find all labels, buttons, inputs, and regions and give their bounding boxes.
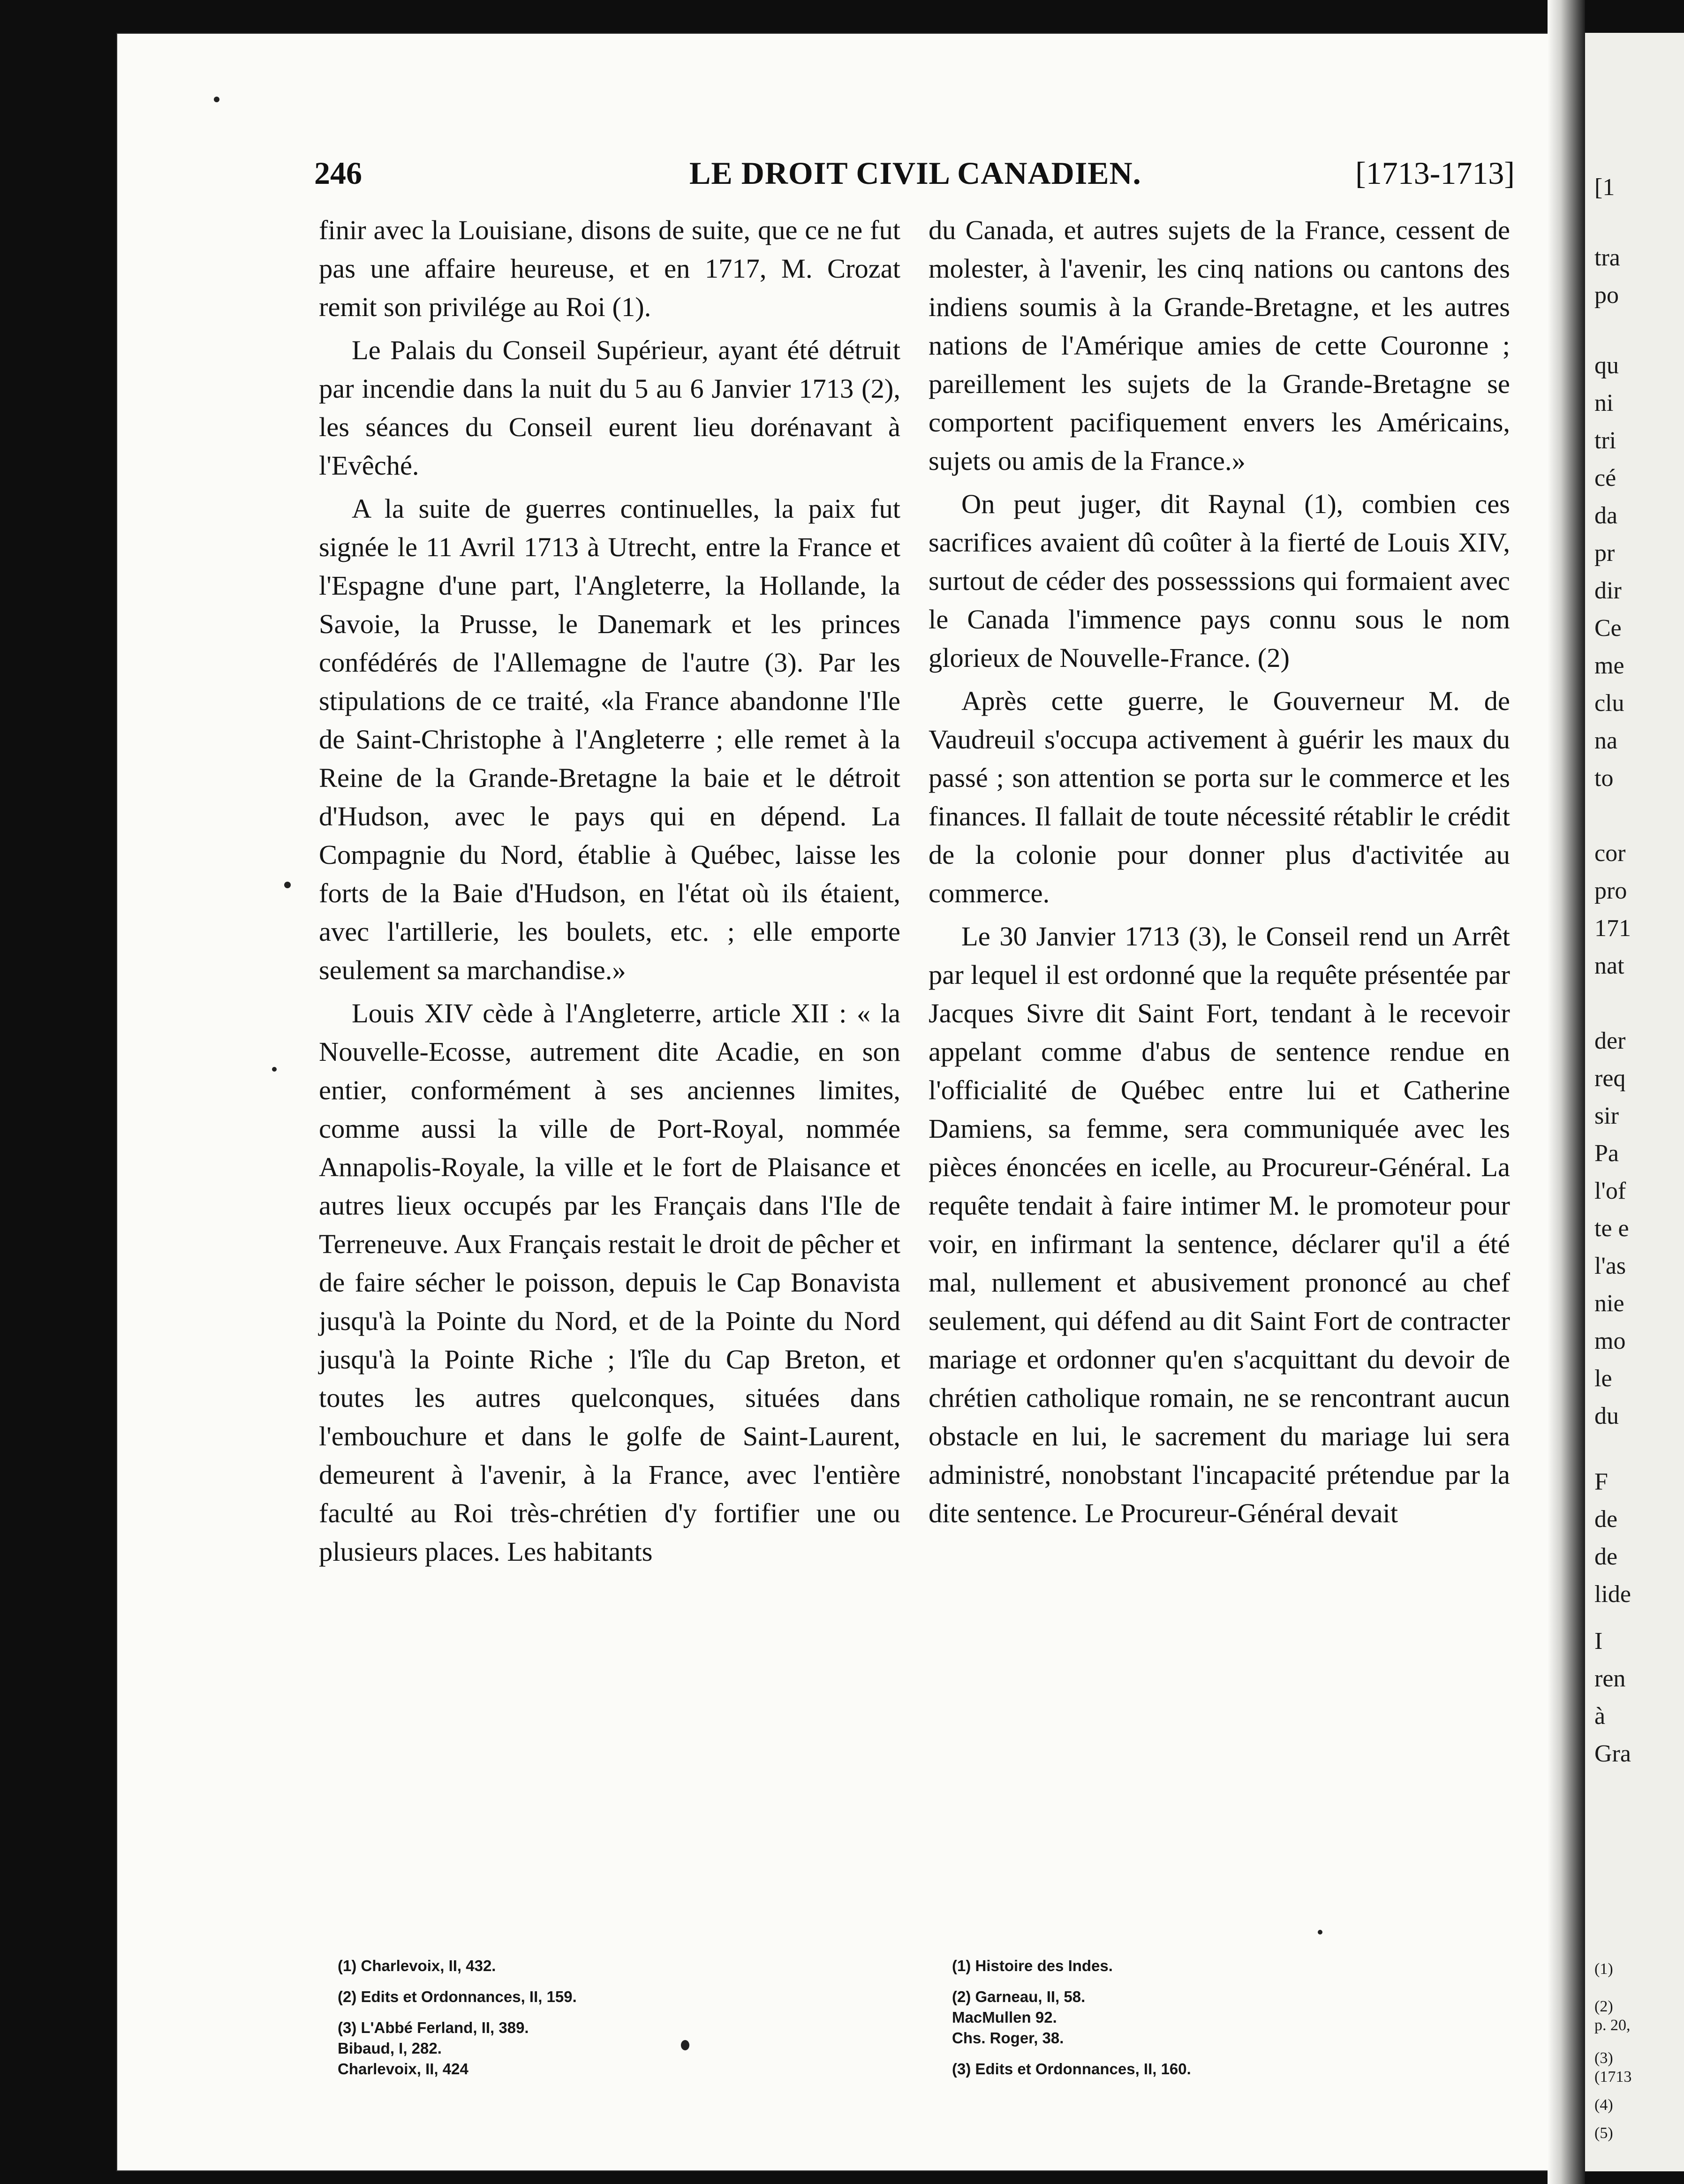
next-page-line: l'as (1594, 1253, 1626, 1279)
paragraph: Le Palais du Conseil Supérieur, ayant été détruit par incendie dans la nuit du 5 au 6 Janvier 1713 (2), les séances du Conseil eurent lieu dorénavant à l'Evêché. (319, 335, 900, 481)
paragraph: A la suite de guerres continuelles, la paix fut signée le 11 Avril 1713 à Utrecht, entre la France et l'Espagne d'une part, l'Angleterre, la Hollande, la Savoie, la Prusse, le Danemark et les princes confédérés de l'Allemagne de l'autre (3). Par les stipulations de ce traité, «la France abandonne l'Ile de Saint-Christophe à l'Angleterre ; elle remet à la Reine de la Grande-Bretagne la baie et le détroit d'Hudson, avec le pays qui en dépend. La Compagnie du Nord, établie à Québec, laisse les forts de la Baie d'Hudson, en l'état où ils étaient, avec l'artillerie, les boulets, etc. ; elle emporte seulement sa marchandise.» (319, 493, 900, 985)
next-page-line: ni (1594, 390, 1614, 416)
footnote (952, 1987, 1515, 2048)
next-page-line: tra (1594, 244, 1620, 271)
footnote-line: MacMullen 92. (952, 2009, 1057, 2026)
next-page-line: der (1594, 1028, 1626, 1054)
footnote-line: Charlevoix, II, 424 (338, 2060, 468, 2078)
next-page-line: de (1594, 1506, 1618, 1533)
next-page-note: (2) (1594, 1998, 1613, 2015)
ink-speck (272, 1067, 277, 1072)
ink-speck (284, 882, 291, 888)
next-page-line: pr (1594, 540, 1615, 567)
next-page-fragment (1585, 33, 1684, 2171)
next-page-line: nat (1594, 952, 1624, 979)
next-page-line: da (1594, 502, 1618, 529)
left-footnotes (338, 1956, 900, 2090)
page-number: 246 (314, 155, 362, 191)
footnote (338, 1987, 900, 2007)
footnote-line: (1) Histoire des Indes. (952, 1957, 1113, 1974)
footnote-line: (3) Edits et Ordonnances, II, 160. (952, 2060, 1191, 2078)
book-gutter (1548, 0, 1585, 2184)
footnote-line: (3) L'Abbé Ferland, II, 389. (338, 2019, 529, 2036)
next-page-line: l'of (1594, 1178, 1626, 1204)
next-page-line: cor (1594, 840, 1626, 867)
next-page-line: du (1594, 1403, 1619, 1429)
paragraph: du Canada, et autres sujets de la France, cessent de molester, à l'avenir, les cinq nations ou cantons des indiens soumis à la Grande-Bretagne, et les autres nations de l'Amérique amies de cette Couronne ; pareillement les sujets de la Grande-Bretagne se comportent pacifiquement envers les Américains, sujets ou amis de la France.» (929, 215, 1510, 476)
next-page-line: dir (1594, 577, 1622, 604)
running-title: LE DROIT CIVIL CANADIEN. (689, 155, 1141, 191)
next-page-line: lide (1594, 1581, 1631, 1608)
next-page-line: to (1594, 765, 1614, 792)
paragraph: Après cette guerre, le Gouverneur M. de Vaudreuil s'occupa activement à guérir les maux du passé ; son attention se porta sur le commerce et les finances. Il fallait de toute nécessité rétablir le crédit de la colonie pour donner plus d'activitée au commerce. (929, 686, 1510, 908)
ink-speck (681, 2040, 689, 2050)
next-page-note: (4) (1594, 2096, 1613, 2114)
footnote-line: (2) Edits et Ordonnances, II, 159. (338, 1988, 577, 2005)
next-page-line: tri (1594, 427, 1616, 454)
next-page-line: req (1594, 1065, 1626, 1092)
footnote-line: Bibaud, I, 282. (338, 2040, 442, 2057)
ink-speck (214, 97, 219, 102)
next-page-line: sir (1594, 1103, 1619, 1129)
next-page-line: Gra (1594, 1740, 1631, 1767)
footnote-line: Chs. Roger, 38. (952, 2029, 1064, 2047)
next-page-line: cé (1594, 465, 1616, 491)
right-text-column (929, 211, 1510, 1537)
right-footnotes (952, 1956, 1515, 2090)
paragraph: Le 30 Janvier 1713 (3), le Conseil rend un Arrêt par lequel il est ordonné que la requête présentée par Jacques Sivre dit Saint Fort, tendant à le recevoir appelant comme d'abus de sentence rendue en l'officialité de Québec entre lui et Catherine Damiens, sa femme, sera communiquée avec les pièces énoncées en icelle, au Procureur-Général. La requête tendait à faire intimer M. le promoteur pour voir, en infirmant la sentence, déclarer qu'il a été mal, nullement et abusivement prononcé au chef seulement, qui défend au dit Saint Fort de contracter mariage et ordonner qu'en s'acquittant du devoir de chrétien catholique romain, ne se rencontrant aucun obstacle en lui, le sacrement du mariage lui sera administré, nonobstant l'incapacité prétendue par la dite sentence. Le Procureur-Général devait (929, 921, 1510, 1528)
next-page-line: clu (1594, 690, 1624, 717)
left-text-column (319, 211, 900, 1576)
next-page-note: (1) (1594, 1960, 1613, 1978)
next-page-line: F (1594, 1468, 1608, 1495)
footnote-line: (2) Garneau, II, 58. (952, 1988, 1086, 2005)
next-page-line: Ce (1594, 615, 1622, 642)
footnote (338, 1956, 900, 1976)
paragraph: Louis XIV cède à l'Angleterre, article XII : « la Nouvelle-Ecosse, autrement dite Acadie, en son entier, conformément à ses anciennes limites, comme aussi la ville de Port-Royal, nommée Annapolis-Royale, la ville et le fort de Plaisance et autres lieux occupés par les Français dans l'Ile de Terreneuve. Aux Français restait le droit de pêcher et de faire sécher le poisson, depuis le Cap Bonavista jusqu'à la Pointe du Nord, et de la Pointe du Nord jusqu'à la Pointe Riche ; l'île du Cap Breton, et toutes les autres quelconques, situées dans l'embouchure et dans le golfe de Saint-Laurent, demeurent à l'avenir, à la France, avec l'entière faculté au Roi très-chrétien d'y fortifier une ou plusieurs places. Les habitants (319, 998, 900, 1567)
ink-speck (1318, 1930, 1322, 1935)
next-page-note: (1713 (1594, 2068, 1632, 2086)
next-page-note: p. 20, (1594, 2017, 1631, 2034)
next-page-line: le (1594, 1365, 1612, 1392)
next-page-line: te e (1594, 1215, 1629, 1242)
next-page-note: (5) (1594, 2124, 1613, 2142)
next-page-line: Pa (1594, 1140, 1619, 1167)
next-page-line: me (1594, 652, 1624, 679)
next-page-line: ren (1594, 1665, 1626, 1692)
footnote (338, 2018, 900, 2079)
next-page-line: 171 (1594, 915, 1631, 942)
next-page-line: pro (1594, 877, 1627, 904)
next-page-line: à (1594, 1703, 1606, 1730)
date-range: [1713-1713] (1355, 155, 1515, 191)
next-page-line: [1 (1594, 174, 1615, 201)
next-page-line: I (1594, 1628, 1603, 1655)
paragraph: finir avec la Louisiane, disons de suite, que ce ne fut pas une affaire heureuse, et en 1717, M. Crozat remit son privilége au Roi (1). (319, 215, 900, 322)
next-page-line: qu (1594, 352, 1619, 379)
next-page-line: de (1594, 1543, 1618, 1570)
next-page-line: mo (1594, 1328, 1626, 1354)
paragraph: On peut juger, dit Raynal (1), combien ces sacrifices avaient dû coûter à la fierté de Louis XIV, surtout de céder des possesssions qui formaient avec le Canada l'immence pays connu sous le nom glorieux de Nouvelle-France. (2) (929, 489, 1510, 673)
next-page-line: na (1594, 727, 1618, 754)
next-page-line: nie (1594, 1290, 1624, 1317)
footnote (952, 1956, 1515, 1976)
page-header (314, 155, 1515, 197)
footnote (952, 2059, 1515, 2079)
footnote-line: (1) Charlevoix, II, 432. (338, 1957, 496, 1974)
next-page-note: (3) (1594, 2049, 1613, 2067)
next-page-line: po (1594, 282, 1619, 309)
